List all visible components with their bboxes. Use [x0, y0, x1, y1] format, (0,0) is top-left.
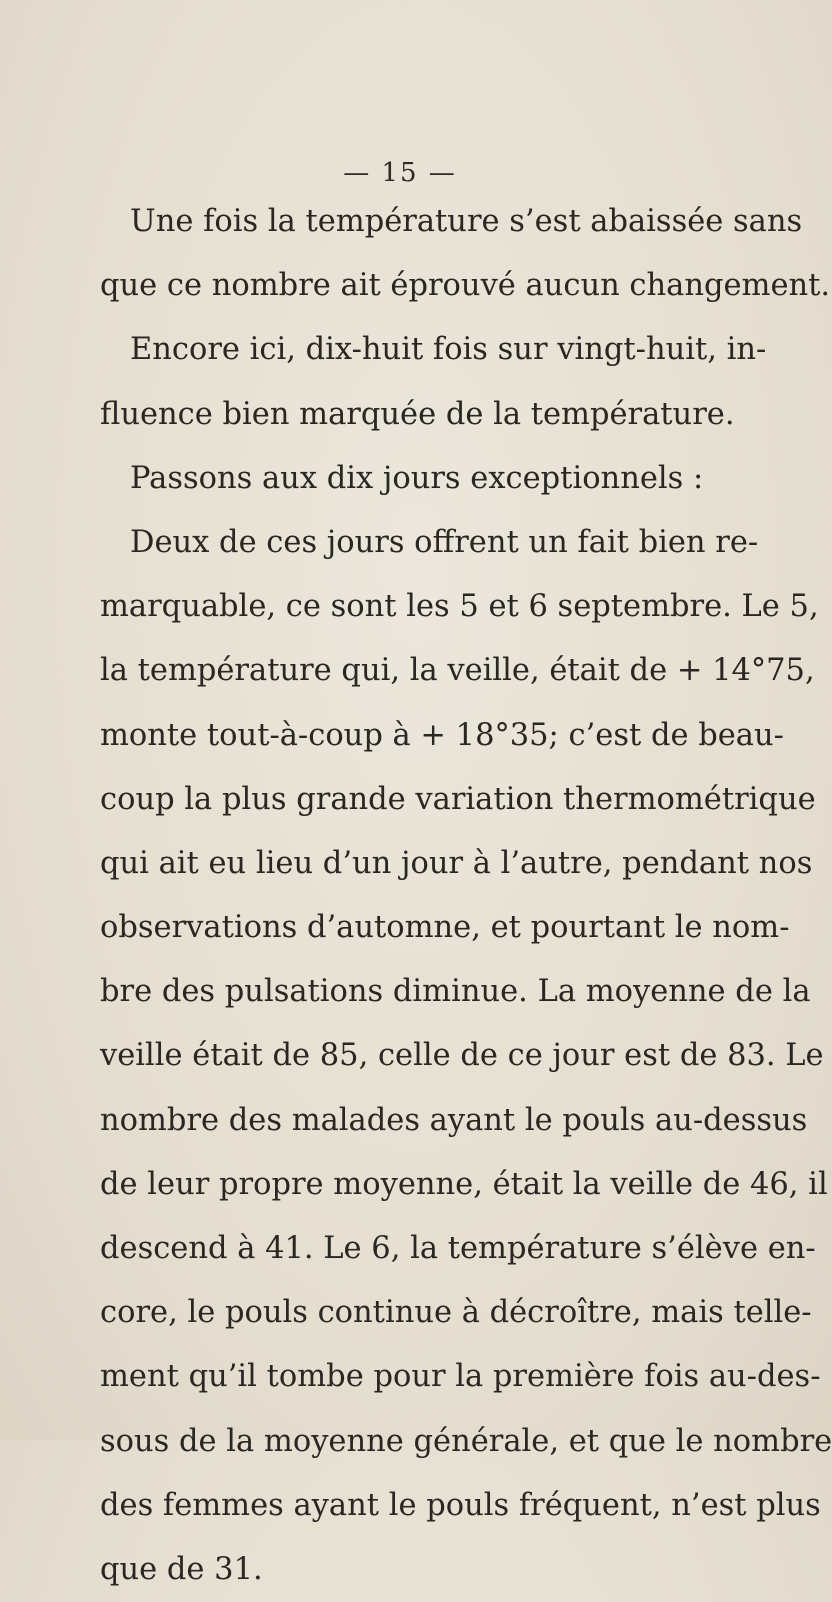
text-line: coup la plus grande variation thermométrique — [100, 781, 816, 817]
text-line: que de 31. — [100, 1551, 263, 1587]
text-line: observations d’automne, et pourtant le nom- — [100, 910, 790, 946]
text-line: descend à 41. Le 6, la température s’élève en- — [100, 1231, 816, 1266]
text-line: que ce nombre ait éprouvé aucun changement. — [100, 268, 831, 304]
text-line: core, le pouls continue à décroître, mais telle- — [100, 1295, 812, 1331]
text-line: de leur propre moyenne, était la veille de 46, il — [100, 1166, 828, 1202]
body-text — [100, 190, 832, 1602]
text-line: fluence bien marquée de la température. — [100, 396, 735, 432]
text-line: bre des pulsations diminue. La moyenne de la — [100, 974, 811, 1010]
text-line: sous de la moyenne générale, et que le nombre — [100, 1423, 832, 1459]
text-line: la température qui, la veille, était de + 14°75, — [100, 653, 815, 689]
text-line: marquable, ce sont les 5 et 6 septembre. Le 5, — [100, 589, 819, 625]
page-number: — 15 — — [343, 158, 457, 188]
text-line: veille était de 85, celle de ce jour est de 83. Le — [100, 1038, 824, 1074]
text-line: Passons aux dix jours exceptionnels : — [130, 460, 704, 496]
text-line: des femmes ayant le pouls fréquent, n’est plus — [100, 1487, 821, 1523]
text-line: Deux de ces jours offrent un fait bien re- — [130, 524, 759, 560]
text-line: Encore ici, dix-huit fois sur vingt-huit, in- — [130, 332, 767, 368]
text-line: nombre des malades ayant le pouls au-dessus — [100, 1102, 808, 1138]
text-line: Une fois la température s’est abaissée sans — [130, 204, 803, 239]
text-line: monte tout-à-coup à + 18°35; c’est de beau- — [100, 717, 784, 753]
text-line: ment qu’il tombe pour la première fois au-des- — [100, 1359, 821, 1395]
text-line: qui ait eu lieu d’un jour à l’autre, pendant nos — [100, 845, 813, 881]
